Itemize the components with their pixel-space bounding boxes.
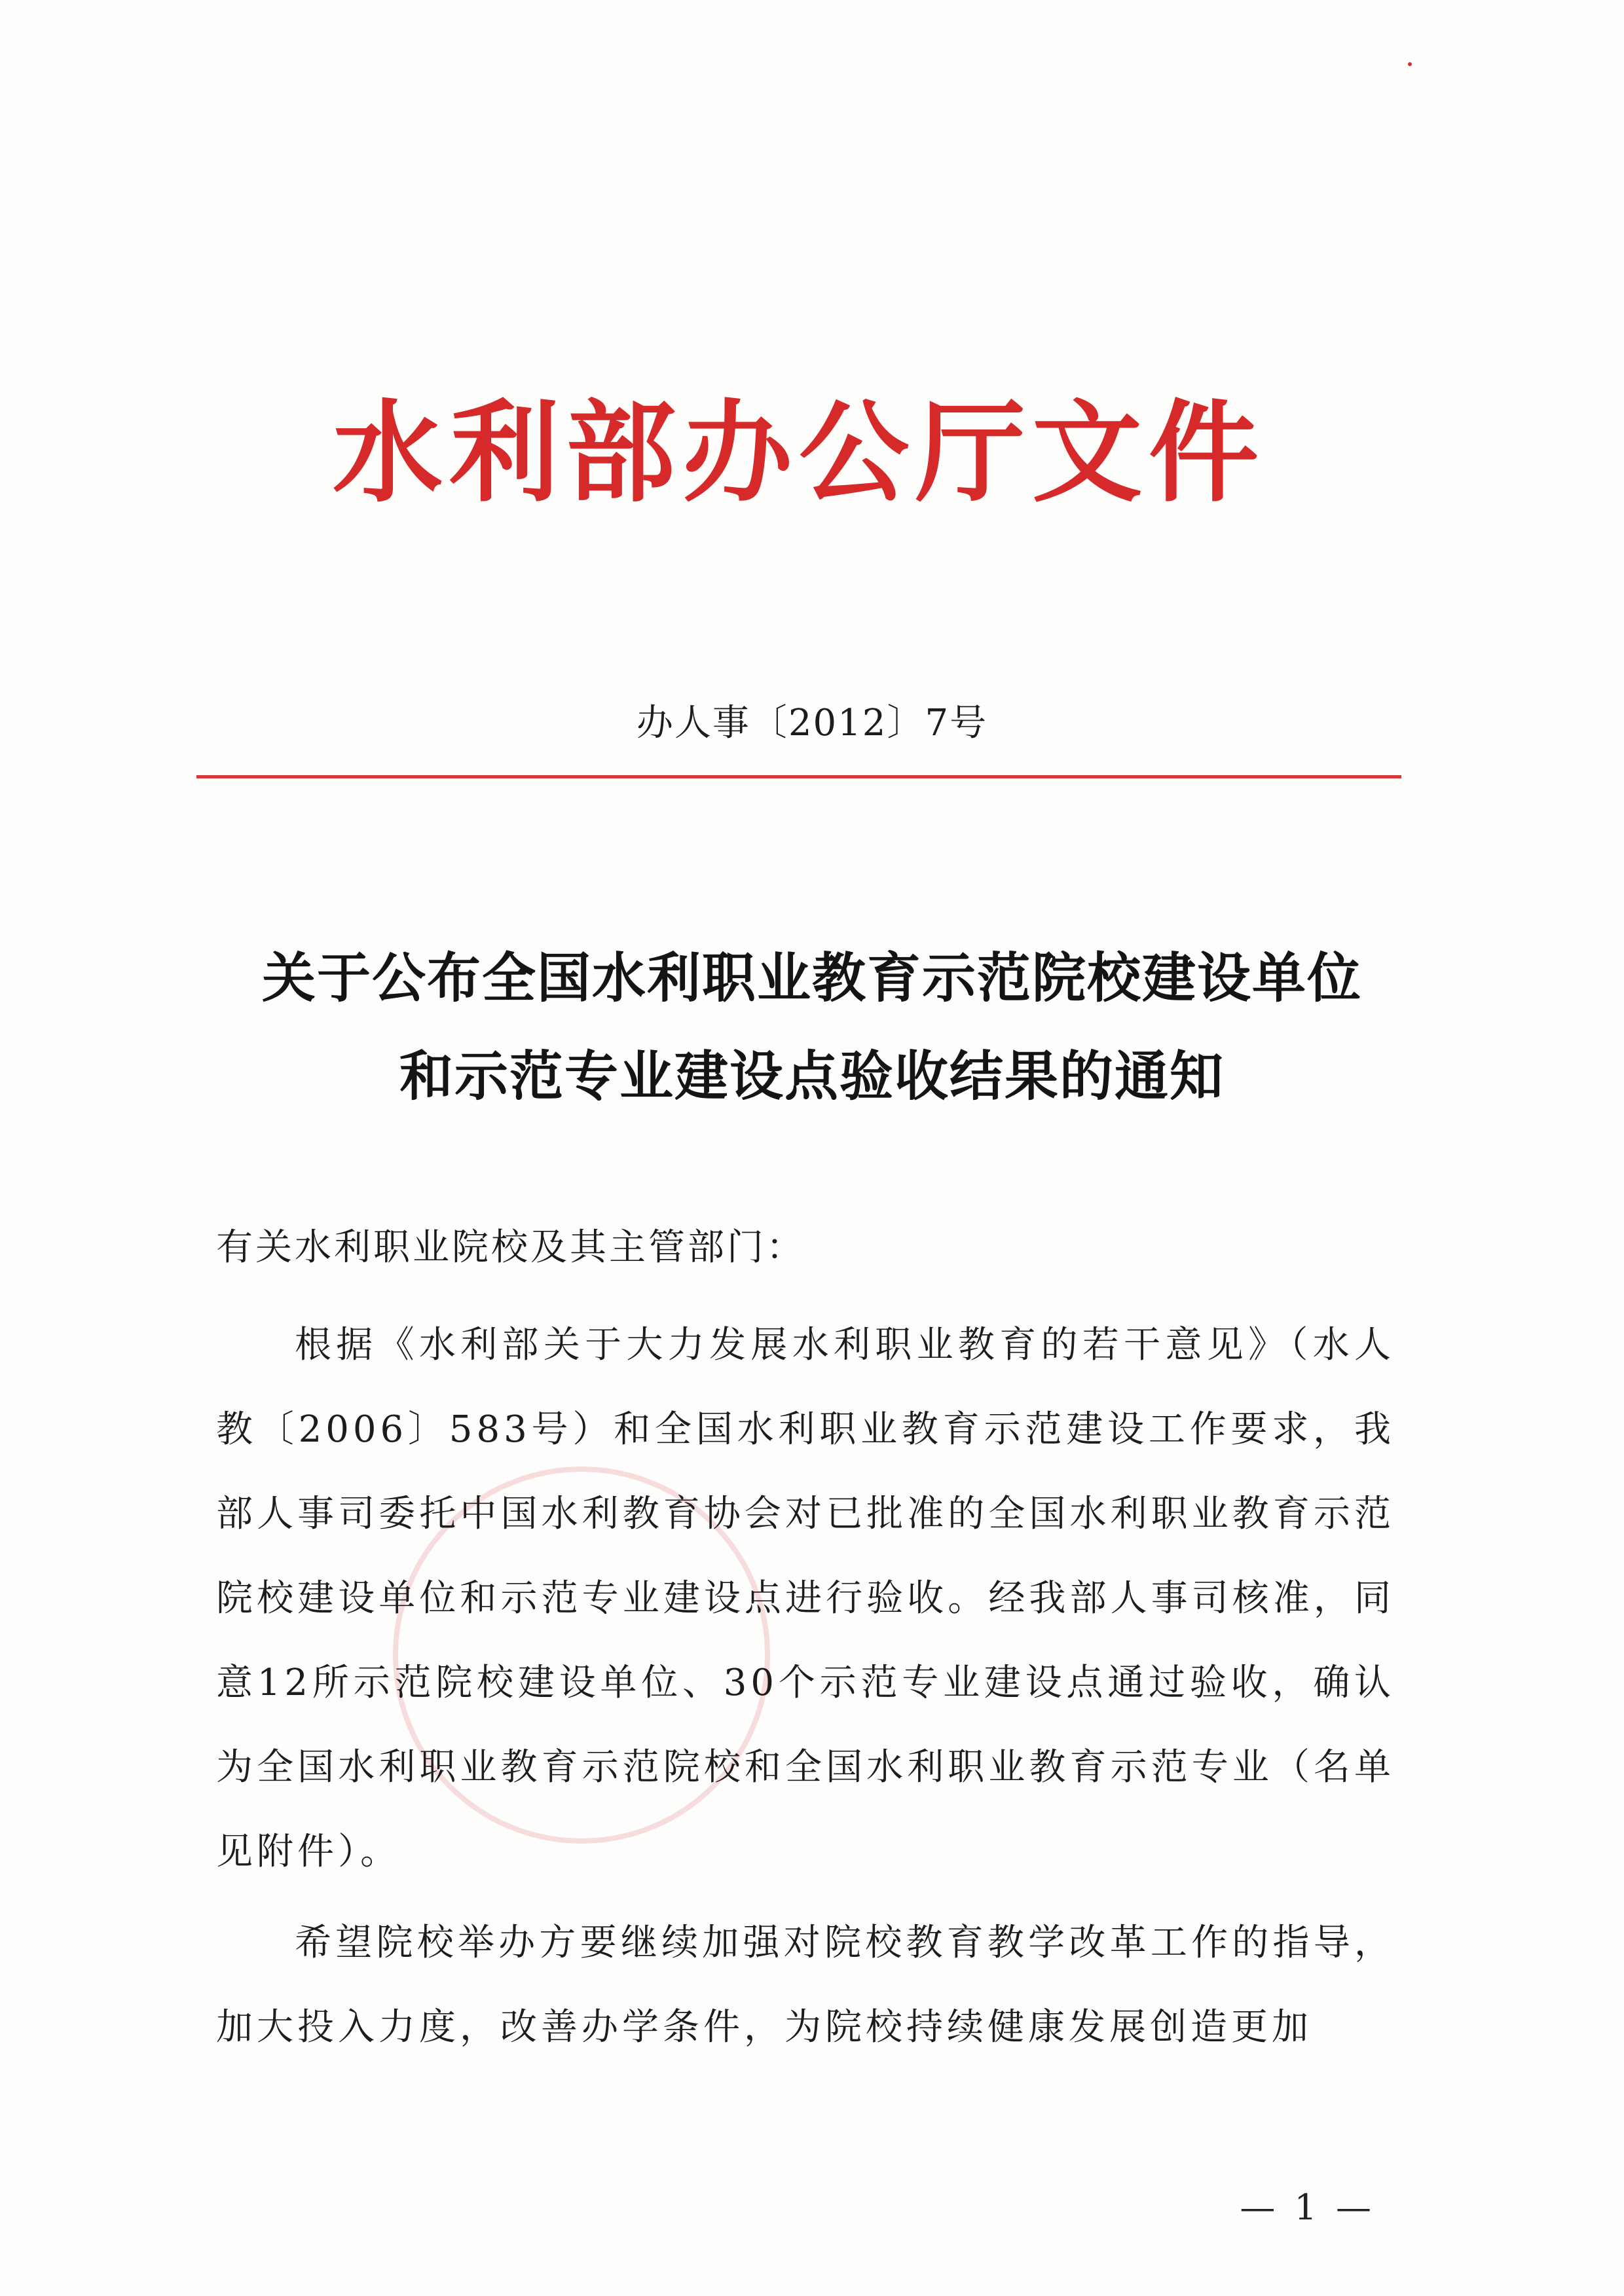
page-number: — 1 — xyxy=(1240,2187,1375,2228)
red-speck xyxy=(1408,62,1412,66)
notice-title-line-1: 关于公布全国水利职业教育示范院校建设单位 xyxy=(261,947,1362,1010)
body-paragraph-1: 根据《水利部关于大力发展水利职业教育的若干意见》（水人教〔2006〕583号）和全国水利职业教育示范建设工作要求，我部人事司委托中国水利教育协会对已批准的全国水利职业教育示范院校建设单位和示范专业建设点进行验收。经我部人事司核准，同意12所示范院校建设单位、30个示范专业建设点通过验收，确认为全国水利职业教育示范院校和全国水利职业教育示范专业（名单见附件）。 xyxy=(216,1324,1395,1873)
issuer-title: 水利部办公厅文件 xyxy=(333,389,1265,517)
salutation: 有关水利职业院校及其主管部门： xyxy=(216,1226,805,1269)
body-paragraph-2: 希望院校举办方要继续加强对院校教育教学改革工作的指导，加大投入力度，改善办学条件，为院校持续健康发展创造更加 xyxy=(216,1922,1395,2049)
notice-body xyxy=(216,1303,1395,2076)
notice-title-line-2: 和示范专业建设点验收结果的通知 xyxy=(399,1046,1225,1108)
document-number: 办人事〔2012〕7号 xyxy=(636,702,988,744)
notice-title xyxy=(164,930,1460,1126)
red-divider-line xyxy=(196,775,1401,778)
